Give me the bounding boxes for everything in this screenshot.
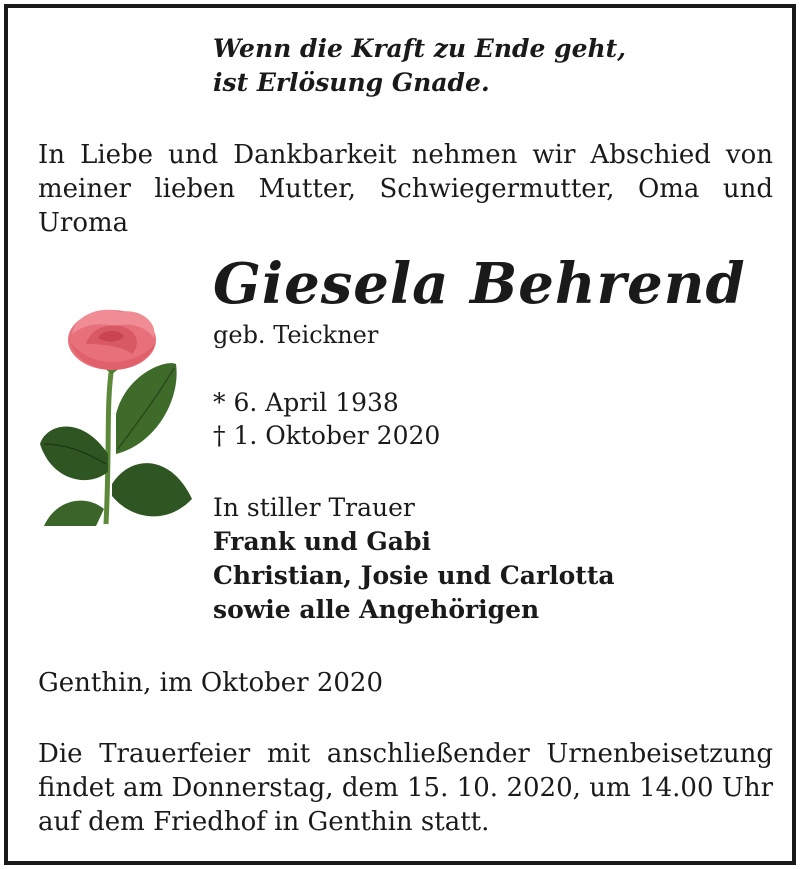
motto [213,32,773,100]
place-date: Genthin, im Oktober 2020 [38,668,383,698]
intro-text [38,138,773,240]
motto-line-1: Wenn die Kraft zu Ende geht, [213,34,626,63]
birth-date: * 6. April 1938 [213,388,399,417]
motto-line-2: ist Erlösung Gnade. [213,68,490,97]
funeral-notice [38,737,773,839]
funeral-line-1: Die Trauerfeier mit anschließender Urnenbeisetzung [38,739,773,769]
rose-icon [36,304,196,529]
intro-line-1: In Liebe und Dankbarkeit nehmen wir Abschied von [38,140,773,170]
mourner-line-2: Christian, Josie und Carlotta [213,561,615,590]
born-name: geb. Teickner [213,321,379,349]
life-dates [213,386,440,452]
deceased-name: Giesela Behrend [213,251,746,317]
mourners [213,491,615,627]
mourner-line-1: Frank und Gabi [213,527,431,556]
funeral-line-2: findet am Donnerstag, dem 15. 10. 2020, um 14.00 Uhr [38,773,773,803]
death-date: † 1. Oktober 2020 [213,421,441,450]
mourner-line-3: sowie alle Angehörigen [213,595,540,624]
funeral-line-3: auf dem Friedhof in Genthin statt. [38,807,490,837]
mourners-intro: In stiller Trauer [213,493,415,522]
intro-line-2: meiner lieben Mutter, Schwiegermutter, Oma und [38,174,773,204]
obituary-card [4,4,796,865]
intro-line-3: Uroma [38,208,129,238]
